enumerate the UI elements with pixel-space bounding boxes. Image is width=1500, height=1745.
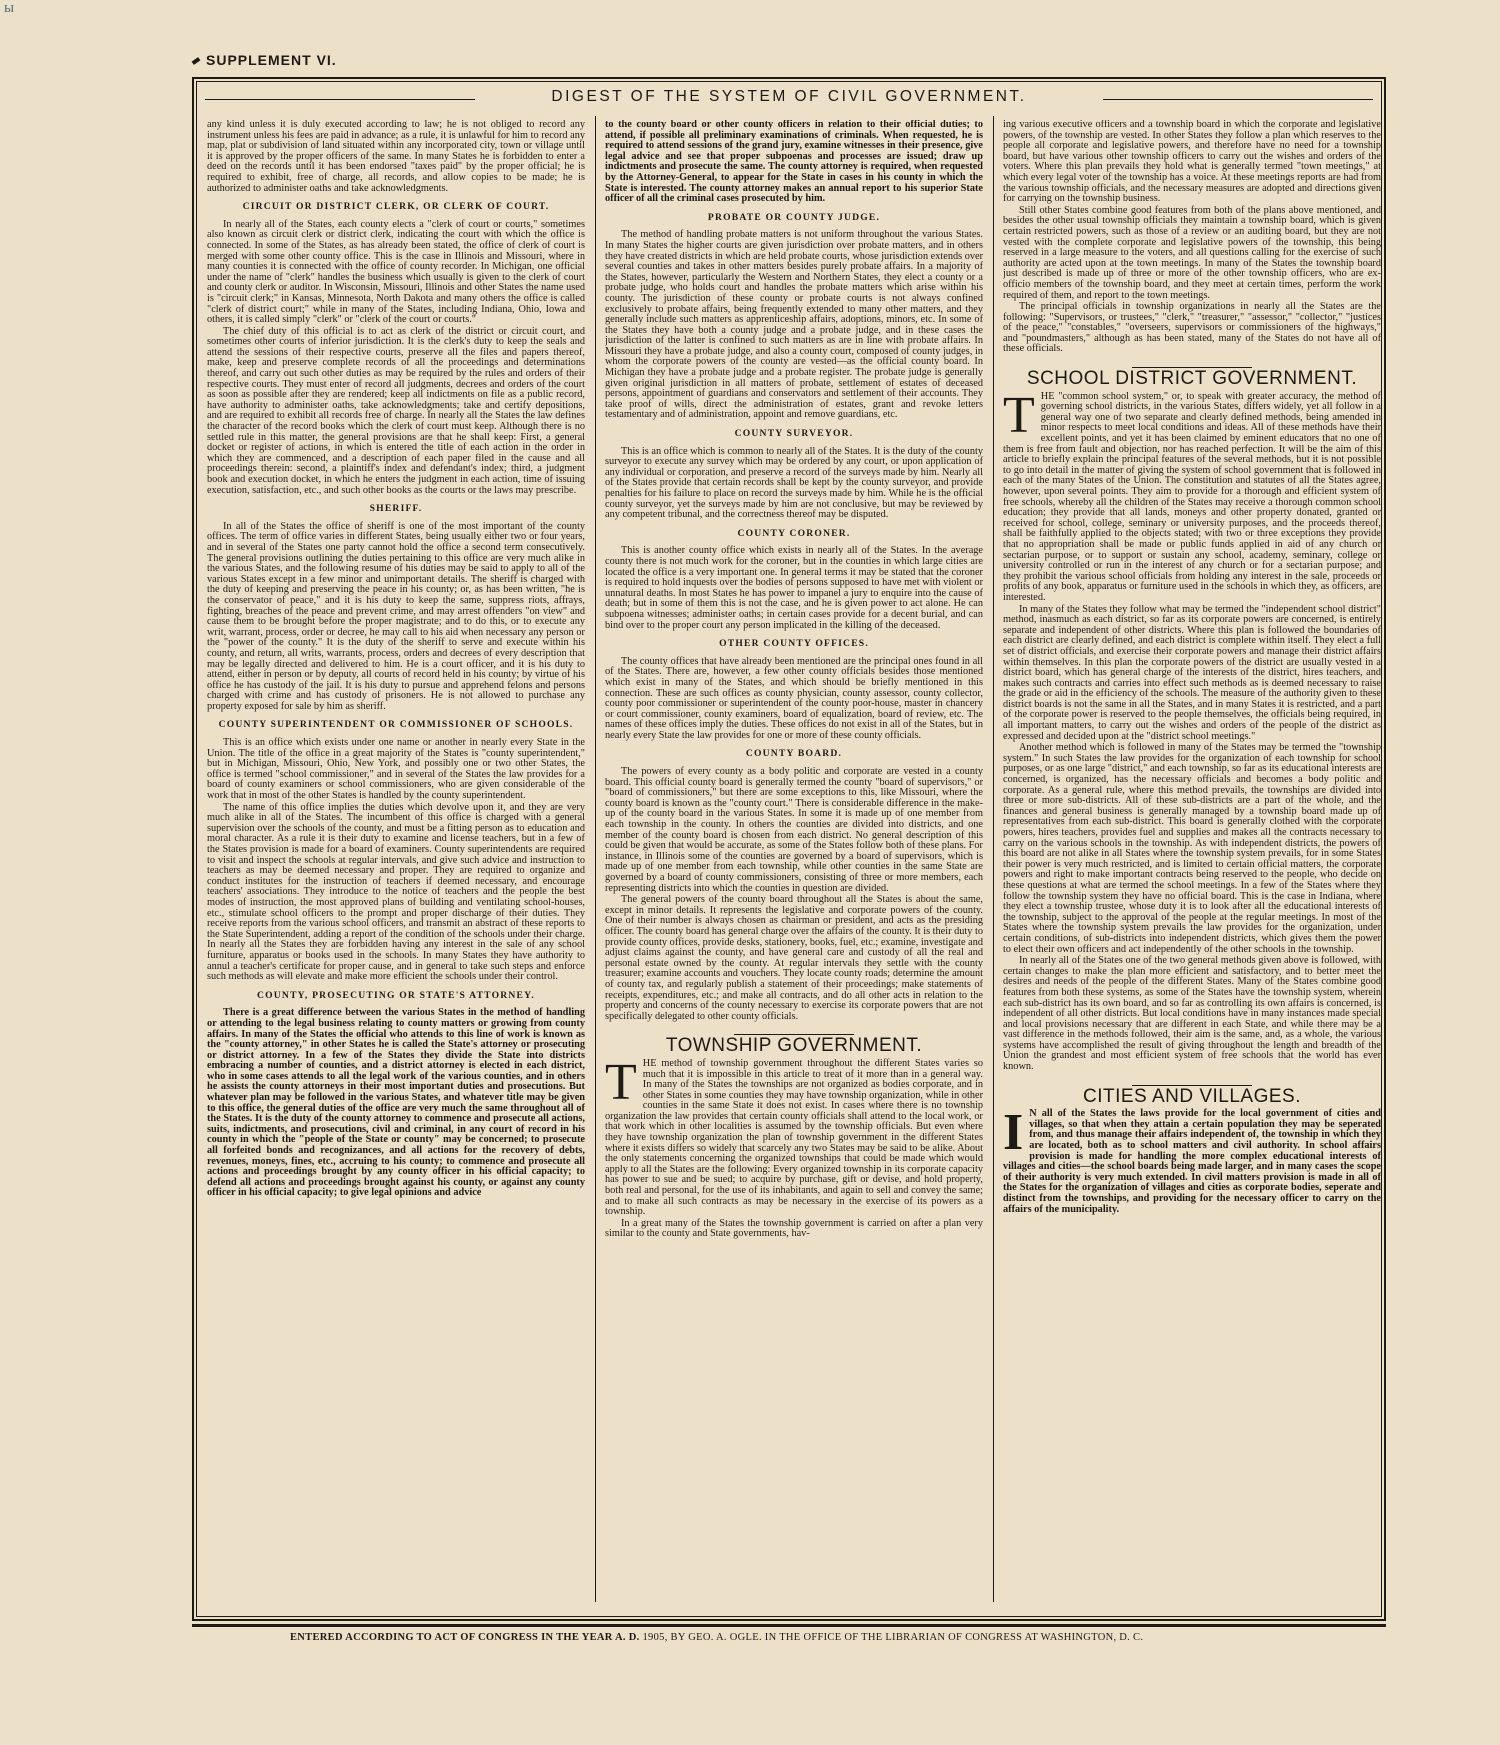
township-paragraph-2: In a great many of the States the township government is carried on after a plan very similar to the county and State governments, hav- [605,1217,983,1240]
column-divider-1 [595,116,596,1602]
probate-paragraph: The method of handling probate matters is not uniform throughout the various States. In many States the higher courts are given jurisdiction over probate matters, and in others they have created districts in which are held probate courts, whose jurisdiction extends over several counties and takes in other matters besides purely probate affairs. In a majority of the States, however, particularly the Western and Northern States, they elect a county or a probate judge, who holds court and handles the probate matters which arise within his county. The jurisdiction of these county or probate courts is not always confined exclusively to probate affairs, being frequently extended to many other matters, and they generally include such matters as apprenticeship affairs, adoptions, minors, etc. In some of the States they have both a county judge and a probate judge, and in these cases the jurisdiction of the latter is confined to such matters as are in line with probate affairs. In Missouri they have a probate judge, and also a county court, composed of county judges, in whom the corporate powers of the county are vested—as the official county board. In Michigan they have a probate judge and a probate register. The probate judge is generally given original jurisdiction in all matters of probate, settlement of estates of deceased persons, appointment of guardians and conservators and settlement of their accounts. They take proof of wills, direct the administration of estates, grant and revoke letters testamentary and of administration, appoint and remove guardians, etc. [605,229,983,421]
column-1 [207,120,585,1598]
school-paragraph-4: In nearly all of the States one of the two general methods given above is followed, with certain changes to make the plan more efficient and satisfactory, and to better meet the desires and needs of the people of the different States. Many of the States combine good features from both these systems, as some of the States have the township system, wherein each sub-district has its own board, and so far as controlling its own affairs is concerned, is independent of all other districts. But local conditions have in many instances made special and local provisions necessary that are different in each State, and while there may be a vast difference in the methods followed, their aim is the same, and, as a whole, the various systems have accomplished the result of giving throughout the length and breadth of the Union the grandest and most efficient system of free schools that the world has ever known. [1003,955,1381,1073]
township-dropcap: T [605,1053,637,1111]
cities-text: N all of the States the laws provide for the local government of cities and villages, so that when they attain a certain population they may be seperated from, and thus manage their affairs independent of, the township in which they are located, both as to school matters and civil authority. In school affairs provision is made for handling the more complex educational interests of villages and cities—the school boards being made larger, and in many cases the scope of their authority is very much extended. In civil matters provision is made in all of the States for the organization of villages and cities as corporate bodies, seperate and distinct from the townships, and providing for the necessary officer to carry on the affairs of the municipality. [1003,1108,1381,1215]
cities-paragraph [1003,1104,1381,1215]
heading-probate: PROBATE OR COUNTY JUDGE. [707,211,881,223]
heading-cities-villages: CITIES AND VILLAGES. [1082,1085,1302,1107]
supplement-label [192,52,337,68]
page-title: DIGEST OF THE SYSTEM OF CIVIL GOVERNMENT. [551,88,1027,105]
supplement-text: SUPPLEMENT VI. [206,52,337,68]
column-3 [1003,120,1381,1598]
bottom-rule [192,1624,1386,1627]
heading-attorney: COUNTY, PROSECUTING OR STATE'S ATTORNEY. [257,989,535,1001]
school-paragraph-1 [1003,386,1381,604]
cities-dropcap: I [1003,1104,1024,1162]
school-text-1: HE "common school system," or, to speak with greater accuracy, the method of governing school districts, in the various States, differs widely, yet all follow in a general way one of two separate and clearly defined methods, being amended in minor respects to meet local conditions and ideas. All of these methods have their excellent points, and yet it has been claimed by eminent educators that no one of them is free from fault and objection, nor has reached perfection. It will be the aim of this article to briefly explain the principal features of the several methods, but it is not possible to go into detail in the matter of giving the system of school government that is followed in each of the many States of the Union. The constitution and statutes of all the States agree, however, upon several points. They aim to provide for a thorough and efficient system of free schools, whereby all the children of the States may receive a thorough common school education; they provide that all lands, moneys and other property donated, granted or received for school, college, seminary or university purposes, and the proceeds thereof, shall be faithfully applied to the objects stated; with two or three exceptions they provide that no appropriation shall be made or public funds applied in aid of any church or sectarian purpose, or to support or sustain any school, academy, seminary, college or university controlled or run in the interest of any church or for a sectarian purpose; and they prohibit the various school officials from holding any interest in the sale, proceeds or profits of any book, apparatus or furniture used in the schools in which they, as officers, are interested. [1003,390,1381,603]
school-paragraph-3: Another method which is followed in many of the States may be termed the "township system." In such States the law provides for the organization of each township for school purposes, or as one large "district," and each township, so far as its educational interests are concerned, is organized, has the necessary officials and becomes a body politic and corporate. As a general rule, where this method prevails, the townships are divided into three or more sub-districts. All of these sub-districts are a part of the whole, and the finances and general business is generally managed by a township board made up of representatives from each sub-district. This board is generally clothed with the corporate powers, hires teachers, provides fuel and supplies and makes all the contracts necessary to carry on the various schools in the township. As with independent districts, the powers of this board are not alike in all States where the township system prevails, for in some States their power is very much restricted, and is limited to certain official matters, the corporate powers and right to make important contracts being reserved to the people, who decide on these questions at what are termed the school meetings. In a few of the States where they follow the township system they have no official board. This is the case in Indiana, where they elect a township trustee, whose duty it is to look after all the educational interests of the township, subject to the approval of the people at the regular meetings. In most of the States where the township system prevails the law provides for the organization, under certain conditions, of sub-districts into independent districts, which gives them the power to elect their own officers and act independently of the other schools in the township. [1003,742,1381,955]
heading-county-board: COUNTY BOARD. [745,748,843,760]
school-dropcap: T [1003,386,1035,444]
page-mark: ы [4,0,15,16]
col2-intro: to the county board or other county officers in relation to their official duties; to attend, if possible all preliminary examinations of criminals. When requested, he is required to attend sessions of the grand jury, examine witnesses in their presence, give legal advice and see that proper subpoenas and processes are issued; draw up indictments and prosecute the same. The county attorney is required, when requested by the Attorney-General, to appear for the State in cases in his county in which the State is interested. The county attorney makes an annual report to his superior State officer of all the criminal cases prosecuted by him. [605,120,983,205]
school-paragraph-2: In many of the States they follow what may be termed the "independent school district" method, inasmuch as each district, so far as its corporate powers are concerned, is entirely separate and independent of other districts. Where this plan is followed the boundaries of each district are clearly defined, and each district is complete within itself. They elect a full set of district officials, and exercise their corporate powers and manage their district affairs within themselves. In this plan the corporate powers of the district are usually vested in a district board, which has general charge of the interests of the district, hires teachers, and makes such contracts and carries into effect such methods as is deemed necessary to raise the grade or aid in the efficiency of the schools. The measure of the authority given to these district boards is not the same in all the States, and in many States it is restricted, and a part of the corporate power is reserved to the people themselves, the officials being required, in all important matters, to carry out the wishes and orders of the people of the district as expressed and decided upon at the "district school meetings." [1003,603,1381,742]
col3-intro-paragraph-2: Still other States combine good features from both of the plans above mentioned, and besides the other usual township officials they maintain a township board, which is given certain restricted powers, such as those of a review or an auditing board, but they are not vested with the complete corporate and legislative powers of the township, this being reserved in a large measure to the voters, and all questions calling for the exercise of such authority are acted upon at the town meetings. In many of the States the township board just described is made up of three or more of the other township officers, who are ex-officio members of the township board, and they meet at certain times, perform the work required of them, and report to the town meetings. [1003,204,1381,301]
heading-coroner: COUNTY CORONER. [737,527,851,539]
copyright-notice [290,1632,1143,1643]
township-text-1: HE method of township government throughout the different States varies so much that it is impossible in this article to treat of it more than in a general way. In many of the States the townships are not organized as bodies corporate, and in other States in some counties they may have township organization, while in other counties in the same State it does not exist. In cases where there is no township organization the law provides that certain county officials shall attend to the local work, or that work which in other localities is assumed by the township officials. But even where they have township organization the plan of township government in the different States where it exists differs so widely that scarcely any two States may be said to be alike. About the only statements concerning the organized townships that could be made which would apply to all the States are the following: Every organized township in its corporate capacity has power to sue and be sued; to acquire by purchase, gift or devise, and hold property, both real and personal, for the use of its inhabitants, and again to sell and convey the same; and to make all such contracts as may be necessary in the exercise of its powers as a township. [605,1057,983,1218]
column-2 [605,120,983,1598]
heading-superintendent: COUNTY SUPERINTENDENT OR COMMISSIONER OF SCHOOLS. [218,719,574,731]
heading-sheriff: SHERIFF. [369,503,423,515]
copyright-rest: 1905, BY GEO. A. OGLE. IN THE OFFICE OF THE LIBRARIAN OF CONGRESS AT WASHINGTON, D. C. [642,1632,1144,1643]
heading-township-government: TOWNSHIP GOVERNMENT. [665,1035,923,1057]
column-divider-2 [993,116,994,1602]
surveyor-paragraph: This is an office which is common to nearly all of the States. It is the duty of the county surveyor to execute any survey which may be ordered by any court, or upon application of any individual or corporation, and preserve a record of the surveys made by him. Nearly all of the States provide that certain records shall be kept by the county surveyor, and provide penalties for his failure to place on record the surveys made by him. While he is the official county surveyor, yet the surveys made by him are not conclusive, but may be reviewed by any competent tribunal, and the correctness thereof may be disputed. [605,445,983,521]
superintendent-paragraph-2: The name of this office implies the duties which devolve upon it, and they are very much alike in all of the States. The incumbent of this office is charged with a general supervision over the schools of the county, and must be a fitting person as to education and moral character. As a rule it is their duty to examine and license teachers, but in a few of the States provision is made for a board of examiners. County superintendents are required to visit and inspect the schools at regular intervals, and give such advice and instruction to teachers as may be deemed necessary and proper. They are required to organize and conduct institutes for the instruction of teachers if deemed necessary, and encourage teachers' associations. They introduce to the notice of teachers and the people the best modes of instruction, the most approved plans of building and ventilating school-houses, etc., stimulate school officers to the prompt and proper discharge of their duties. They receive reports from the various school officers, and transmit an abstract of these reports to the State Superintendent, adding a report of the condition of the schools under their charge. In nearly all the States they are forbidden having any interest in the sale of any school furniture, apparatus or books used in the schools. In many States they have authority to annul a teacher's certificate for proper cause, and in general to take such steps and enforce such methods as will elevate and make more efficient the schools under their control. [207,801,585,983]
board-paragraph-1: The powers of every county as a body politic and corporate are vested in a county board. This official county board is generally termed the county "board of supervisors," or "board of commissioners," but there are some exceptions to this, like Missouri, where the county board is known as the "county court." There is considerable difference in the make-up of the county board in the various States. In some it is made up of one member from each township in the county. In others the counties are divided into districts, and one member of the county board is chosen from each district. No general description of this could be given that would be accurate, as some of the States follow both of these plans. For instance, in Illinois some of the counties are governed by a board of supervisors, which is made up of one member from each township, while other counties in the same State are governed by a board of county commissioners, consisting of three or more members, each representing districts into which the counties in question are divided. [605,766,983,894]
col3-intro-paragraph-3: The principal officials in township organizations in nearly all the States are the following: "Supervisors, or trustees," "clerk," "treasurer," "assessor," "collector," "justices of the peace," "constables," "overseers, supervisors or commissioners of the highways," and "poundmasters," although as has been stated, many of the States do not have all of these officials. [1003,301,1381,355]
col1-intro: any kind unless it is duly executed according to law; he is not obliged to record any instrument unless his fees are paid in advance; as a rule, it is unlawful for him to record any map, plat or subdivision of land situated within any incorporated city, town or village until it is approved by the proper officers of the same. In many States he is forbidden to enter a deed on the records until it has been endorsed "taxes paid" by the proper official; he is required to exhibit, free of charge, all records, and allow copies to be made; he is authorized to administer oaths and take acknowledgments. [207,120,585,194]
other-offices-paragraph: The county offices that have already been mentioned are the principal ones found in all of the States. There are, however, a few other county officials besides those mentioned which exist in many of the States, and which should be briefly mentioned in this connection. These are such offices as county physician, county assessor, county collector, county poor commissioner or superintendent of the county poor-house, master in chancery or court commissioner, county examiners, board of equalization, board of review, etc. The names of these offices imply the duties. These offices do not exist in all of the States, but in nearly every State the law provides for one or more of these county officials. [605,655,983,741]
frame-inner [196,81,1382,1617]
circuit-paragraph-1: In nearly all of the States, each county elects a "clerk of court or courts," sometimes also known as circuit clerk or district clerk, indicating the court with which the office is connected. In some of the States, as has already been stated, the office of clerk of court is merged with some other county office. This is the case in Illinois and Missouri, where in many counties it is connected with the office of county recorder. In Michigan, one official under the name of "clerk" handles the business which usually is given to the clerk of court and county clerk or auditor. In Wisconsin, Missouri, Illinois and other States the name used is "circuit clerk;" in Kansas, Minnesota, North Dakota and many others the office is called "clerk of district court;" while in many of the States, including Indiana, Ohio, Iowa and others, it is called simply "clerk" or "clerk of the court or courts." [207,218,585,326]
col3-intro: ing various executive officers and a township board in which the corporate and legislative powers, of the township are vested. In other States they follow a plan which reserves to the people all corporate and legislative powers, and therefore have no need for a township board, but have various other township officers to carry out the wishes and orders of the voters. Where this plan prevails they hold what is generally termed "town meetings," at which every legal voter of the township has a voice. At these meetings reports are had from the various township officials, and the necessary measures are adopted and directions given for carrying on the township business. [1003,120,1381,205]
heading-school-district: SCHOOL DISTRICT GOVERNMENT. [1026,368,1358,390]
copyright-entered: ENTERED ACCORDING TO ACT OF CONGRESS IN THE YEAR A. D. [290,1632,640,1643]
bullet-mark-icon [192,57,201,65]
circuit-paragraph-2: The chief duty of this official is to act as clerk of the district or circuit court, and sometimes other courts of inferior jurisdiction. It is the clerk's duty to keep the seals and attend the sessions of their respective courts, preserve all the files and papers thereof, make, keep and preserve complete records of all the proceedings and determinations thereof, and carry out such other duties as may be required by the rules and orders of their respective courts. They must enter of record all judgments, decrees and orders of the court as soon as possible after they are rendered; keep all indictments on file as a public record, have authority to administer oaths, take acknowledgments; take and certify depositions, and are required to exhibit all records free of charge. In nearly all the States the law defines the character of the record books which the clerk of court must keep. Although there is no settled rule in this matter, the general provisions are that he shall keep: First, a general docket or register of actions, in which is entered the title of each action in the order in which they are commenced, and a description of each paper filed in the cause and all proceedings therein: second, a plaintiff's index and defendant's index; third, a judgment book and execution docket, in which he enters the judgment in each action, time of issuing execution, satisfaction, etc., and such other books as the courts or the laws may prescribe. [207,325,585,496]
township-paragraph-1 [605,1053,983,1218]
heading-circuit-clerk: CIRCUIT OR DISTRICT CLERK, OR CLERK OF COURT. [242,201,550,213]
coroner-paragraph: This is another county office which exists in nearly all of the States. In the average county there is not much work for the coroner, but in the counties in which large cities are located the office is a very important one. In general terms it may be stated that the coroner is required to hold inquests over the bodies of persons supposed to have met with violent or unnatural deaths. In most States he has power to impanel a jury to enquire into the cause of death; but in some of them this is not the case, and he is given power to act alone. He can subpoena witnesses; administer oaths; in certain cases provide for a decent burial, and can bind over to the proper court any person implicated in the killing of the deceased. [605,545,983,631]
title-row [197,88,1381,110]
heading-other-offices: OTHER COUNTY OFFICES. [719,638,869,650]
attorney-paragraph: There is a great difference between the various States in the method of handling or attending to the legal business relating to county matters or growing from county affairs. In many of the States the official who attends to this line of work is known as the "county attorney," in other States he is called the State's attorney or prosecuting or district attorney. In a few of the States they divide the State into districts embracing a number of counties, and a district attorney is elected in each district, who in some cases attends to all the legal work of the various counties, and in others he assists the county attorneys in their most important duties and prosecutions. But whatever plan may be followed in the various States, and whatever title may be given to this office, the general duties of the office are very much the same throughout all of the States. It is the duty of the county attorney to commence and prosecute all actions, suits, indictments, and prosecutions, civil and criminal, in any court of record in his county in which the "people of the State or county" may be concerned; to prosecute all forfeited bonds and recognizances, and all actions for the recovery of debts, revenues, moneys, fines, etc., accruing to his county; to commence and prosecute all actions and proceedings brought by any county officer in his official capacity; to defend all actions and proceedings brought against his county, or against any county officer in his official capacity; to give legal opinions and advice [207,1007,585,1199]
sheriff-paragraph: In all of the States the office of sheriff is one of the most important of the county offices. The term of office varies in different States, being usually either two or four years, and in several of the States one party cannot hold the office a second term consecutively. The general provisions outlining the duties pertaining to this office are very much alike in the various States, and the following resume of his duties may be said to apply to all of the various States except in a few minor and unimportant details. The sheriff is charged with the duty of keeping and preserving the peace in his county; or, as has been written, "he is the conservator of peace," and it is his duty to keep the same, suppress riots, affrays, fighting, breaches of the peace and prevent crime, and may arrest offenders "on view" and cause them to be brought before the proper magistrate; and to do this, or to execute any writ, warrant, process, order or decree, he may call to his aid when necessary any person or the "power of the county." It is the duty of the sheriff to serve and execute within his county, and return, all writs, warrants, process, orders and decrees of every description that may be legally directed and delivered to him. He is a court officer, and it is his duty to attend, either in person or by deputy, all courts of record held in his county; by virtue of his office he has custody of the jail. It is his duty to pursue and apprehend felons and persons charged with crime and has custody of prisoners. He is not allowed to purchase any property exposed for sale by him as sheriff. [207,520,585,712]
heading-surveyor: COUNTY SURVEYOR. [734,428,854,440]
page-frame [192,77,1386,1621]
superintendent-paragraph-1: This is an office which exists under one name or another in nearly every State in the Union. The title of the office in a great majority of the States is "county superintendent," but in Michigan, Missouri, Ohio, New York, and possibly one or two other States, the office is termed "school commissioner," and in several of the States the law provides for a board of county examiners or school commissioners, who are given considerable of the work that in most of the other States is handled by the county superintendent. [207,737,585,802]
board-paragraph-2: The general powers of the county board throughout all the States is about the same, except in minor details. It represents the legislative and corporate powers of the county. One of their number is always chosen as chairman or president, and acts as the presiding officer. The county board has general charge over the affairs of the county. It is their duty to provide county offices, provide desks, stationery, books, fuel, etc.; examine, investigate and adjust claims against the county, and have general care and custody of all the real and personal estate owned by the county. At regular intervals they settle with the county treasurer; examine accounts and vouchers. They locate county roads; determine the amount of county tax, and regularly publish a statement of their proceedings; make statements of receipts, expenditures, etc.; and make all contracts, and do all other acts in relation to the property and concerns of the county necessary to exercise its corporate powers that are not specifically delegated to other county officials. [605,894,983,1022]
